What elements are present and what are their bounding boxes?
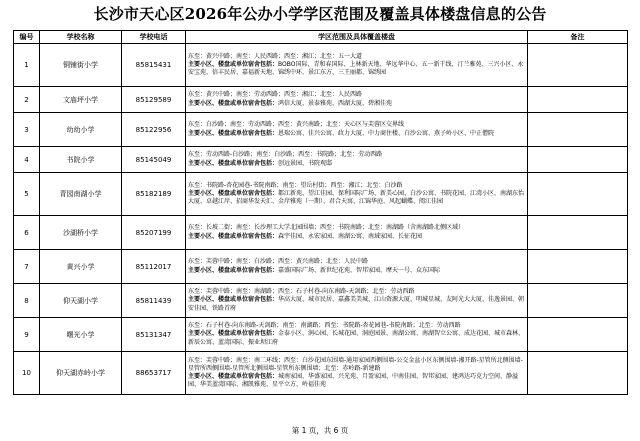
cell-scope <box>186 147 528 173</box>
cell-scope <box>186 113 528 147</box>
cell-school: 青园南湖小学 <box>40 173 122 216</box>
cell-no: 1 <box>14 44 40 87</box>
scope-line <box>188 130 525 138</box>
scope-text: 东至：黄兴中路；南至：劳动西路；西至：湘江；北至：人民西路 <box>188 91 363 99</box>
school-district-table <box>13 30 628 395</box>
cell-no: 3 <box>14 113 40 147</box>
cell-note <box>528 216 628 250</box>
cell-scope <box>186 216 528 250</box>
cell-note <box>528 173 628 216</box>
table-row <box>14 113 628 147</box>
cell-no: 8 <box>14 284 40 318</box>
scope-line <box>188 373 525 389</box>
scope-line <box>188 160 525 168</box>
scope-label: 主要小区、楼盘或单位宿舍包括： <box>188 266 279 274</box>
scope-line <box>188 182 525 190</box>
table-row <box>14 173 628 216</box>
cell-phone: 85145049 <box>122 147 186 173</box>
cell-no: 7 <box>14 250 40 284</box>
scope-label: 主要小区、楼盘或单位宿舍包括： <box>188 330 279 338</box>
scope-line <box>188 258 525 266</box>
cell-phone: 85131347 <box>122 318 186 352</box>
scope-line <box>188 61 525 77</box>
cell-no: 2 <box>14 87 40 113</box>
scope-label: 主要小区、楼盘或单位宿舍包括： <box>188 373 279 380</box>
cell-no: 4 <box>14 147 40 173</box>
table-row <box>14 216 628 250</box>
table-row <box>14 147 628 173</box>
scope-text: 东至：劳动西路-白沙路；南至：白沙路；西至：书院路；北至：劳动西路 <box>188 151 383 159</box>
scope-text: 东至：芙蓉中路；南至：白沙路；西至：黄兴南路；北至：人民中路 <box>188 258 369 266</box>
cell-note <box>528 250 628 284</box>
cell-no: 6 <box>14 216 40 250</box>
scope-label: 主要小区、楼盘或单位宿舍包括： <box>188 189 279 197</box>
scope-line <box>188 121 525 129</box>
cell-scope <box>186 87 528 113</box>
scope-line <box>188 330 525 346</box>
page-footer: 第 1 页，共 6 页 <box>291 426 349 435</box>
scope-line <box>188 357 525 373</box>
scope-label: 主要小区、楼盘或单位宿舍包括： <box>188 99 279 107</box>
header-scope: 学区范围及具体覆盖楼盘 <box>186 31 528 44</box>
scope-line <box>188 53 525 61</box>
cell-school: 文庙坪小学 <box>40 87 122 113</box>
cell-school: 仰天湖小学 <box>40 284 122 318</box>
scope-text: 东至：芙蓉中路；南至：南二环线；西至：白沙花园东围墙-通用家园西侧围墙-公交金盆小区东侧围墙-湘开路-星管所北侧围墙-星管所西侧围墙-星管所北侧围墙-星管所东侧围墙；北至：赤岭路-新建路 <box>188 356 523 372</box>
cell-school: 仰天湖赤岭小学 <box>40 352 122 395</box>
table-row <box>14 318 628 352</box>
header-no: 编号 <box>14 31 40 44</box>
scope-line <box>188 91 525 99</box>
cell-school: 曙光小学 <box>40 318 122 352</box>
cell-school: 铜铺街小学 <box>40 44 122 87</box>
cell-scope <box>186 250 528 284</box>
scope-line <box>188 100 525 108</box>
cell-note <box>528 318 628 352</box>
scope-line <box>188 296 525 312</box>
scope-line <box>188 267 525 275</box>
cell-phone: 85182189 <box>122 173 186 216</box>
table-row <box>14 44 628 87</box>
table-body <box>14 44 628 395</box>
cell-note <box>528 44 628 87</box>
scope-text: 东至：白沙路；南至：劳动西路；西至：黄兴南路；北至：天心区与芙蓉区交界线 <box>188 121 405 129</box>
scope-label: 主要小区、楼盘或单位宿舍包括： <box>188 232 279 240</box>
scope-text: 嘉盛国际广场、新世纪花苑、智邦家园、摩天一号、众东国际 <box>278 266 441 274</box>
scope-text: 东至：长坡二街；南至：长沙理工大学北园围墙；西至：书院南路；北至：南湖路（含南湖路北侧区域） <box>188 224 465 232</box>
header-school: 学校名称 <box>40 31 122 44</box>
scope-text: 东至：黄兴中路；南至：人民西路；西至：湘江；北至：五一大道 <box>188 52 363 60</box>
table-row <box>14 284 628 318</box>
scope-text: 森宇佳园、永宏家园、南湖公寓、南域家园、长征花园 <box>278 232 423 240</box>
cell-no: 10 <box>14 352 40 395</box>
cell-note <box>528 113 628 147</box>
cell-scope <box>186 173 528 216</box>
table-header-row <box>14 31 628 44</box>
cell-note <box>528 352 628 395</box>
scope-text: BOBO国际、青和春国际、上林新天地、华远华中心、五一新干线、汀兰雅苑、三兴小区、永安宝苑、信丰民居、嘉福新天地、锦绣中环、景江东方、三王丽都、锦绣园 <box>188 60 524 77</box>
scope-line <box>188 224 525 232</box>
scope-text: 鸿信大厦、景泰雅苑、西湖大厦、碧湘佳苑 <box>278 99 393 107</box>
cell-phone: 85815431 <box>122 44 186 87</box>
scope-text: 华高大厦、城市民居、嘉鑫美美城、江山资源大厦、明城星城、友阿光大大厦、佳逸景园、朝安佳园、铁路首府 <box>188 296 525 312</box>
header-phone: 学校电话 <box>122 31 186 44</box>
cell-scope <box>186 284 528 318</box>
scope-text: 东至：书院路-杏花园巷-书院南路；南至：望岳村街；西至：湘江；北至：白沙路 <box>188 181 403 189</box>
scope-text: 东至：芙蓉中路；南至：南湖路；西至：石子村巷-向东南路-天剑路；北至：劳动西路 <box>188 288 415 296</box>
cell-school: 书院小学 <box>40 147 122 173</box>
cell-school: 幼幼小学 <box>40 113 122 147</box>
cell-school: 黄兴小学 <box>40 250 122 284</box>
page-title: 长沙市天心区2026年公办小学学区范围及覆盖具体楼盘信息的公告 <box>93 5 547 23</box>
scope-label: 主要小区、楼盘或单位宿舍包括： <box>188 296 279 304</box>
cell-phone: 85112017 <box>122 250 186 284</box>
cell-phone: 85811439 <box>122 284 186 318</box>
scope-text: 恩瑞公寓、佳兴公寓、政力大厦、中力商住楼、白沙公寓、燕子岭小区、中正僧院 <box>278 129 495 137</box>
scope-line <box>188 151 525 159</box>
cell-school: 沙湖桥小学 <box>40 216 122 250</box>
scope-label: 主要小区、楼盘或单位宿舍包括： <box>188 159 279 167</box>
scope-text: 创远景园、书院观邸 <box>278 159 333 167</box>
table-row <box>14 250 628 284</box>
cell-no: 9 <box>14 318 40 352</box>
cell-note <box>528 87 628 113</box>
scope-text: 城南家园、华盛家园、兴光苑、月盈家园、中南佳园、智邦家园、建鸿达巧克力空间、静溢园、华美蓝湾国际、湘凯雅苑、星平立方、岭福佳苑 <box>188 373 519 389</box>
cell-note <box>528 284 628 318</box>
scope-text: 金泰小区、润心园、长城花园、洞庭园景、南湖公寓、南湖智立公寓、成达花园、城市森林、新辰公寓、蓝湾国际、振业坝江府 <box>188 330 525 346</box>
cell-scope <box>186 44 528 87</box>
cell-scope <box>186 352 528 395</box>
scope-label: 主要小区、楼盘或单位宿舍包括： <box>188 129 279 137</box>
scope-line <box>188 233 525 241</box>
cell-scope <box>186 318 528 352</box>
scope-label: 主要小区、楼盘或单位宿舍包括： <box>188 60 279 68</box>
scope-line <box>188 190 525 206</box>
scope-text: 东至：石子村巷-向东南路-天剑路；南至：南湖路；西至：书院路-杏花园巷-书院南路；北至：劳动西路 <box>188 322 461 330</box>
scope-text: 都江新苑、望江佳园、保利国际广场、新美心园、白沙公寓、书院花园、江湾小区、南湖东怡大厦、卓越江岸、招商华发天汇、金岸雅苑（一期）、君合天寓、江锦华庭、风起蝴蝶、阅江佳园 <box>188 189 525 206</box>
cell-no: 5 <box>14 173 40 216</box>
cell-phone: 85122956 <box>122 113 186 147</box>
cell-phone: 85207199 <box>122 216 186 250</box>
cell-phone: 88653717 <box>122 352 186 395</box>
table-row <box>14 352 628 395</box>
cell-phone: 85129589 <box>122 87 186 113</box>
header-note: 备注 <box>528 31 628 44</box>
table-row <box>14 87 628 113</box>
cell-note <box>528 147 628 173</box>
